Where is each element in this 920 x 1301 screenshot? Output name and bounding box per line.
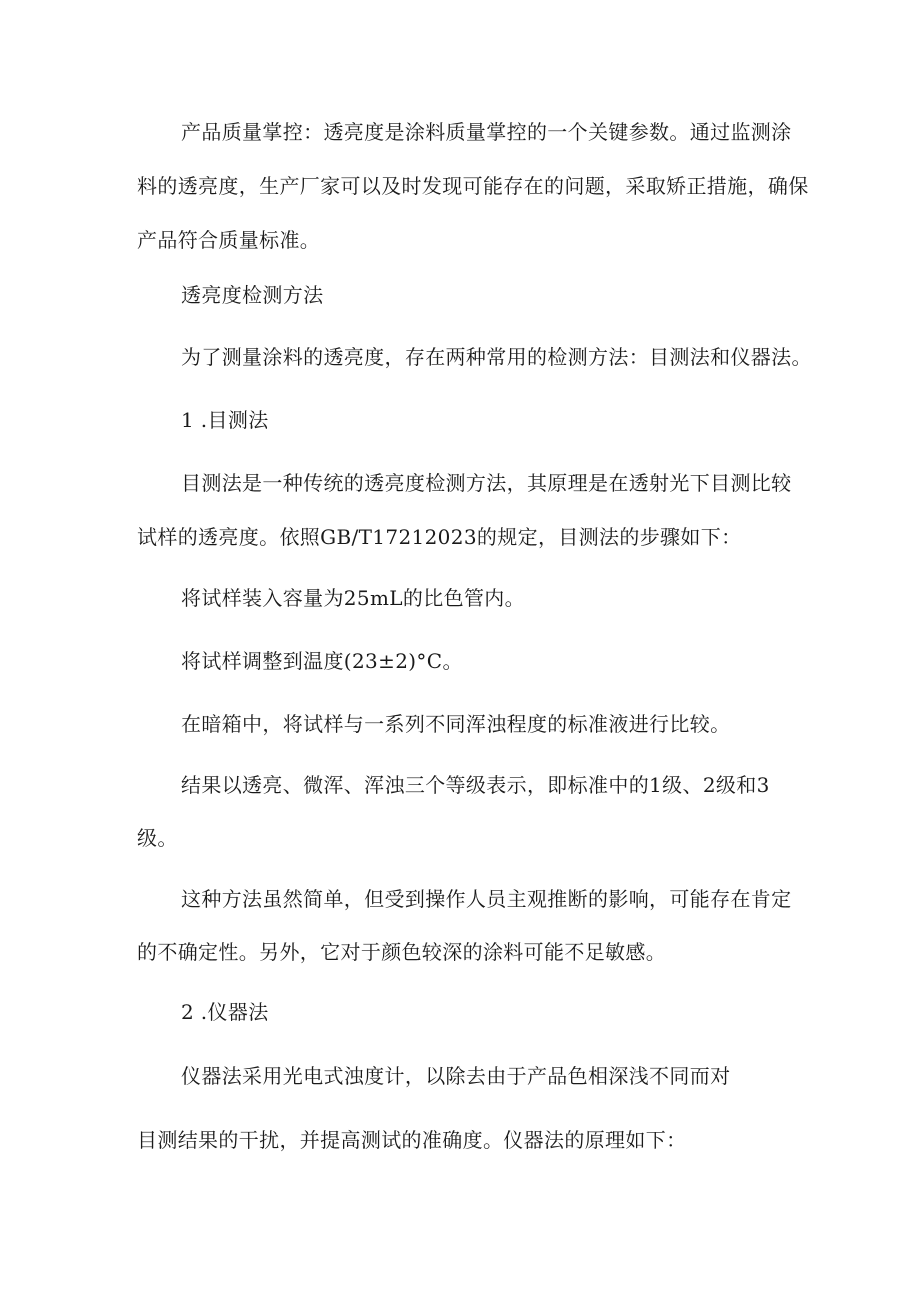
step-temperature: 将试样调整到温度(23±2)°C。 bbox=[181, 649, 463, 673]
paragraph-instrument-method-line-1: 仪器法采用光电式浊度计，以除去由于产品色相深浅不同而对 bbox=[181, 1064, 731, 1088]
paragraph-quality-control-line-1: 产品质量掌控：透亮度是涂料质量掌控的一个关键参数。通过监测涂 bbox=[181, 120, 792, 144]
step-result-levels-line-2: 级。 bbox=[137, 826, 178, 850]
step-result-levels-line-1: 结果以透亮、微浑、浑浊三个等级表示，即标准中的1级、2级和3 bbox=[181, 773, 770, 797]
paragraph-visual-method-line-2: 试样的透亮度。依照GB/T17212023的规定，目测法的步骤如下： bbox=[137, 525, 742, 549]
paragraph-quality-control-line-3: 产品符合质量标准。 bbox=[137, 228, 321, 252]
subheading-instrument-method: 2 .仪器法 bbox=[181, 1000, 269, 1024]
paragraph-quality-control-line-2: 料的透亮度，生产厂家可以及时发现可能存在的问题，采取矫正措施，确保 bbox=[137, 174, 809, 198]
paragraph-two-methods: 为了测量涂料的透亮度，存在两种常用的检测方法：目测法和仪器法。 bbox=[181, 345, 812, 369]
paragraph-visual-method-line-1: 目测法是一种传统的透亮度检测方法，其原理是在透射光下目测比较 bbox=[181, 471, 792, 495]
paragraph-instrument-method-line-2: 目测结果的干扰，并提高测试的准确度。仪器法的原理如下： bbox=[137, 1128, 687, 1152]
paragraph-limitations-line-2: 的不确定性。另外，它对于颜色较深的涂料可能不足敏感。 bbox=[137, 940, 667, 964]
step-dark-box-compare: 在暗箱中，将试样与一系列不同浑浊程度的标准液进行比较。 bbox=[181, 712, 731, 736]
section-heading-detection-methods: 透亮度检测方法 bbox=[181, 283, 324, 307]
paragraph-limitations-line-1: 这种方法虽然简单，但受到操作人员主观推断的影响，可能存在肯定 bbox=[181, 887, 792, 911]
subheading-visual-method: 1 .目测法 bbox=[181, 408, 269, 432]
step-sample-tube: 将试样装入容量为25mL的比色管内。 bbox=[181, 586, 525, 610]
